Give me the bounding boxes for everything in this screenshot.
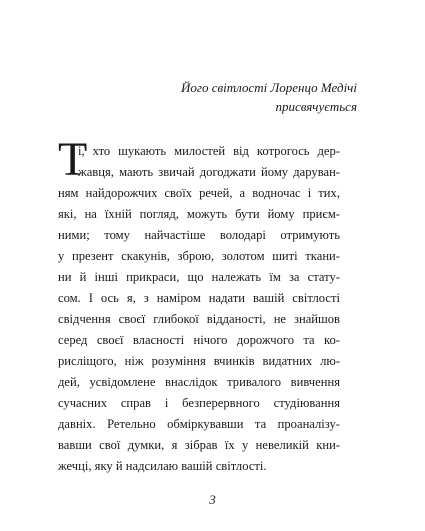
dedication-line-2: присвячується (275, 99, 357, 114)
body-paragraph (58, 141, 340, 477)
paragraph-line: і, хто шукають милостей від котрогось дер- (78, 144, 340, 158)
paragraph-line: ни й інші прикраси, що належать їм за стату- (58, 270, 340, 284)
dedication (77, 78, 357, 116)
paragraph-line: сом. І ось я, з наміром надати вашій світлості (58, 291, 340, 305)
paragraph-line: давніх. Ретельно обміркувавши та проаналізу- (58, 417, 340, 431)
paragraph-line: жечці, яку й надсилаю вашій світлості. (58, 459, 267, 473)
page-number: 3 (209, 492, 216, 507)
drop-cap: Т (58, 133, 88, 186)
paragraph-line: ням найдорожчих своїх речей, а водночас і тих, (58, 186, 340, 200)
paragraph-line: серед своєї власності нічого дорожчого та ко- (58, 333, 340, 347)
paragraph-line: які, на їхній погляд, можуть бути йому приєм- (58, 207, 340, 221)
paragraph-line: жавця, мають звичай догоджати йому даруван- (78, 165, 340, 179)
paragraph-line: сучасних справ і безперервного студіювання (58, 396, 340, 410)
paragraph-line: дей, усвідомлене внаслідок тривалого вивчення (58, 375, 340, 389)
paragraph-line: вавши свої думки, я зібрав їх у невеликій кни- (58, 438, 340, 452)
paragraph-line: рисліщого, ніж розуміння вчинків видатних лю- (58, 354, 340, 368)
paragraph-line: свідчення своєї глибокої відданості, не знайшов (58, 312, 340, 326)
dedication-line-1: Його світлості Лоренцо Медічі (181, 80, 357, 95)
paragraph-line: ними; тому найчастіше володарі отримують (58, 228, 340, 242)
paragraph-line: у презент скакунів, зброю, золотом шиті ткани- (58, 249, 340, 263)
